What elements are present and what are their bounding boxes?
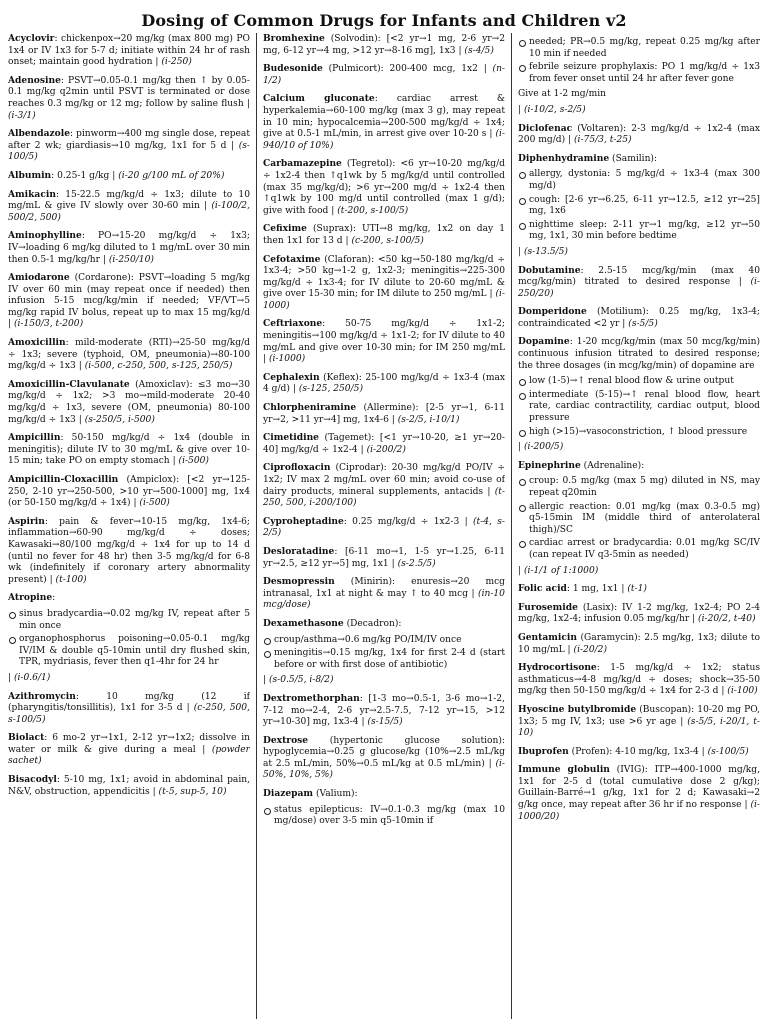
drug-dosing: : PSVT→0.05-0.1 mg/kg then ↑ by 0.05-0.1 mg/kg q2min until PSVT is terminated or dose reaches 0.3 mg/kg or 12 mg; follow by saline flush — [8, 75, 250, 109]
drug-entry — [518, 37, 760, 117]
drug-name: Bisacodyl — [8, 774, 57, 786]
drug-name: Cefixime — [263, 223, 307, 235]
formulation-ref: | (i-1000/20) — [518, 800, 760, 822]
drug-line — [263, 693, 505, 729]
indication-item: meningitis→0.15 mg/kg, 1x4 for first 2-4 d (start before or with first dose of antibiotic) — [263, 648, 505, 671]
drug-line — [8, 774, 250, 798]
formulation-ref: | (t-100) — [50, 575, 87, 585]
drug-dosing: : 10 mg/kg (12 if (pharyngitis/tonsillitis), 1x1 for 3-5 d — [8, 691, 250, 714]
drug-line — [263, 432, 505, 456]
indication-item: cough: [2-6 yr→6.25, 6-11 yr→12.5, ≥12 yr→25] mg, 1x6 — [518, 195, 760, 218]
drug-line — [8, 691, 250, 727]
formulation-ref: | (s-100/5) — [8, 141, 250, 163]
drug-entry — [518, 583, 760, 596]
drug-dosing: (Pulmicort): 200-400 mcg, 1x2 — [322, 64, 478, 75]
drug-entry — [263, 735, 505, 782]
drug-line — [8, 170, 250, 183]
drug-name: Dobutamine — [518, 264, 581, 276]
formulation-line — [8, 673, 250, 685]
drug-line — [8, 592, 250, 605]
drug-entry — [8, 774, 250, 798]
indication-item: needed; PR→0.5 mg/kg, repeat 0.25 mg/kg after 10 min if needed — [518, 37, 760, 60]
indication-item: febrile seizure prophylaxis: PO 1 mg/kg/d ÷ 1x3 from fever onset until 24 hr after fever gone — [518, 62, 760, 85]
drug-name: Carbamazepine — [263, 158, 342, 170]
indication-item: allergy, dystonia: 5 mg/kg/d ÷ 1x3-4 (max 300 mg/d) — [518, 169, 760, 192]
formulation-ref: | (t-200, s-100/5) — [331, 206, 408, 216]
formulation-ref: | (n-1/2) — [263, 64, 505, 86]
drug-entry — [263, 462, 505, 509]
drug-name: Adenosine — [8, 74, 61, 86]
drug-name: Diazepam — [263, 788, 314, 800]
drug-line — [8, 75, 250, 122]
drug-dosing: : 15-22.5 mg/kg/d ÷ 1x3; dilute to 10 mg/mL & give IV slowly over 30-60 min — [8, 189, 250, 212]
drug-entry — [8, 128, 250, 164]
indication-list — [518, 169, 760, 243]
formulation-ref: | (s-4/5) — [458, 46, 493, 56]
drug-entry — [263, 223, 505, 247]
drug-name: Aminophylline — [8, 230, 82, 242]
drug-line — [518, 632, 760, 656]
drug-dosing: : 1 mg, 1x1 — [566, 584, 619, 595]
drug-entry — [8, 230, 250, 266]
drug-dosing: : pain & fever→10-15 mg/kg, 1x4-6; inflammation→60-90 mg/kg/d ÷ doses; Kawasaki→80/100 mg/kg/d ÷ 1x4 for up to 14 d (until no fever for 48 hr) then 3-5 mg/kg/d for 6-8 wk (indefinitely if coronary artery abnormality present) — [8, 516, 250, 585]
indication-list — [263, 635, 505, 672]
indication-item: high (>15)→vasoconstriction, ↑ blood pressure — [518, 427, 760, 439]
drug-dosing: : mild-moderate (RTI)→25-50 mg/kg/d ÷ 1x3; severe (typhoid, OM, pneumonia)→80-100 mg/kg/d ÷ 1x3 — [8, 338, 250, 372]
drug-dosing: : 50-75 mg/kg/d ÷ 1x1-2; meningitis→100 mg/kg/d ÷ 1x1-2; for IV dilute to 40 mg/mL and give over 10-30 min; for IM 250 mg/mL — [263, 319, 505, 353]
formulation-ref: | (i-10/2, s-2/5) — [518, 105, 586, 115]
drug-line — [263, 33, 505, 57]
drug-dosing: : — [52, 593, 56, 604]
formulation-line — [263, 675, 505, 687]
formulation-ref: | (i-1000) — [263, 289, 505, 311]
drug-name: Furosemide — [518, 601, 578, 613]
drug-line — [263, 223, 505, 247]
drug-entry — [518, 764, 760, 823]
indication-list — [518, 37, 760, 85]
formulation-ref: | (i-500) — [133, 498, 169, 508]
formulation-ref: | (i-500) — [173, 456, 209, 466]
drug-line — [8, 337, 250, 373]
drug-note: Give at 1-2 mg/min — [518, 89, 606, 100]
formulation-ref: | (i-20 g/100 mL of 20%) — [112, 171, 224, 181]
drug-entry — [518, 153, 760, 259]
drug-name: Ibuprofen — [518, 745, 569, 757]
drug-name: Aspirin — [8, 515, 45, 527]
drug-entry — [518, 746, 760, 759]
drug-dosing: : PO→15-20 mg/kg/d ÷ 1x3; IV→loading 6 mg/kg diluted to 1 mg/mL over 30 min then 0.5-1 mg/kg/hr — [8, 231, 250, 265]
formulation-ref: | (c-250, 500, s-100/5) — [8, 703, 250, 725]
formulation-ref: | (i-3/1) — [8, 99, 250, 121]
formulation-ref: | (s-2/5, i-10/1) — [392, 415, 460, 425]
formulation-ref: | (t-4, s-2/5) — [263, 517, 505, 539]
drug-entry — [8, 379, 250, 426]
drug-dosing: (Keflex): 25-100 mg/kg/d ÷ 1x3-4 (max 4 g/d) — [263, 372, 505, 395]
drug-name: Azithromycin — [8, 690, 76, 702]
drug-dosing: (Buscopan): 10-20 mg PO, 1x3; 5 mg IV, 1x3; use >6 yr age — [518, 704, 760, 727]
drug-entry — [263, 93, 505, 152]
indication-item: croup: 0.5 mg/kg (max 5 mg) diluted in NS, may repeat q20min — [518, 476, 760, 499]
formulation-ref: | (i-20/2, t-40) — [692, 614, 756, 624]
formulation-ref: | (i-940/10 of 10%) — [263, 129, 505, 151]
drug-dosing: : chickenpox→20 mg/kg (max 800 mg) PO 1x4 or IV 1x3 for 5-7 d; initiate within 24 hr of rash onset; maintain good hydration — [8, 34, 250, 68]
drug-entry — [518, 336, 760, 453]
drug-name: Albumin — [8, 169, 52, 181]
drug-line — [8, 732, 250, 768]
drug-entry — [263, 432, 505, 456]
drug-name: Folic acid — [518, 583, 567, 595]
drug-entry — [8, 170, 250, 183]
drug-line — [263, 618, 505, 631]
drug-entry — [8, 189, 250, 225]
drug-entry — [263, 546, 505, 570]
drug-name: Desmopressin — [263, 576, 335, 588]
drug-line — [518, 123, 760, 147]
drug-entry — [518, 662, 760, 698]
drug-name: Cephalexin — [263, 371, 320, 383]
formulation-ref: | (i-1/1 of 1:1000) — [518, 566, 598, 576]
drug-dosing: (Samilin): — [609, 153, 658, 164]
drug-dosing: : [1-3 mo→0.5-1, 3-6 mo→1-2, 7-12 mo→2-4, 2-6 yr→2.5-7.5, 7-12 yr→15, >12 yr→10-30] mg, 1x3-4 — [263, 693, 505, 728]
drug-line — [263, 516, 505, 540]
drug-line — [518, 764, 760, 823]
drug-entry — [518, 265, 760, 301]
drug-name: Domperidone — [518, 306, 587, 318]
drug-dosing: : 6 mo-2 yr→1x1, 2-12 yr→1x2; dissolve in water or milk & give during a meal — [8, 733, 250, 755]
drug-entry — [263, 63, 505, 87]
drug-dosing: (Solvodin): [<2 yr→1 mg, 2-6 yr→2 mg, 6-12 yr→4 mg, >12 yr→8-16 mg], 1x3 — [263, 34, 505, 56]
drug-dosing: : 0.25 mg/kg/d ÷ 1x2-3 — [343, 516, 460, 527]
drug-entry — [8, 592, 250, 684]
formulation-ref: | (i-250/10) — [103, 255, 154, 265]
drug-name: Diphenhydramine — [518, 152, 610, 164]
indication-list — [263, 805, 505, 828]
drug-name: Dopamine — [518, 336, 570, 348]
drug-dosing: : [6-11 mo→1, 1-5 yr→1.25, 6-11 yr→2.5, ≥12 yr→5] mg, 1x1 — [263, 546, 505, 569]
indication-item: croup/asthma→0.6 mg/kg PO/IM/IV once — [263, 635, 505, 647]
drug-dosing: (Tegretol): <6 yr→10-20 mg/kg/d ÷ 1x2-4 then ↑q1wk by 5 mg/kg/d until controlled (max 35 mg/kg/d); >6 yr→200 mg/d ÷ 1x2-4 then ↑q1wk by 100 mg/d until controlled (max 1 g/d); give with food — [263, 159, 505, 216]
indication-list — [8, 609, 250, 669]
formulation-ref: | (s-125, 250/5) — [293, 384, 363, 394]
drug-entry — [8, 272, 250, 331]
drug-line — [263, 318, 505, 365]
drug-line — [518, 153, 760, 166]
formulation-ref: | (i-100/2, 500/2, 500) — [8, 201, 250, 223]
drug-entry — [518, 704, 760, 740]
drug-entry — [518, 460, 760, 577]
drug-name: Calcium gluconate — [263, 93, 375, 105]
drug-name: Atropine — [8, 592, 53, 604]
formulation-ref: | (i-50%, 10%, 5%) — [263, 759, 505, 781]
columns — [8, 33, 760, 1019]
drug-line — [8, 189, 250, 225]
drug-line — [263, 254, 505, 313]
indication-item: intermediate (5-15)→↑ renal blood flow, heart rate, cardiac contractility, cardiac output, blood pressure — [518, 390, 760, 425]
drug-line — [8, 432, 250, 468]
formulation-line — [518, 105, 760, 117]
column-2 — [256, 33, 505, 1019]
indication-item: organophosphorus poisoning→0.05-0.1 mg/kg IV/IM & double q5-10min until dry flushed skin, TPR, mydriasis, fever then q1-4hr for 24 hr — [8, 634, 250, 669]
drug-line — [8, 272, 250, 331]
formulation-ref: | (t-250, 500, i-200/100) — [263, 487, 505, 509]
drug-line — [263, 462, 505, 509]
drug-dosing: (Motilium): 0.25 mg/kg, 1x3-4; contraindicated <2 yr — [518, 307, 760, 329]
drug-line — [518, 265, 760, 301]
drug-entry — [263, 788, 505, 828]
formulation-ref: | (s-5/5, i-20/1, t-10) — [518, 717, 760, 739]
drug-entry — [263, 158, 505, 217]
drug-dosing: (Ampiclox): [<2 yr→125-250, 2-10 yr→250-500, >10 yr→500-1000] mg, 1x4 (or 50-150 mg/kg/d ÷ 1x4) — [8, 475, 250, 509]
formulation-ref: | (powder sachet) — [8, 745, 250, 767]
formulation-ref: | (i-250/20) — [518, 277, 760, 299]
drug-dosing: : 1-20 mcg/kg/min (max 50 mcg/kg/min) continuous infusion titrated to desired response; the three dosages (in mcg/kg/min) of dopamine are — [518, 337, 760, 371]
column-3 — [511, 33, 760, 1019]
drug-name: Cefotaxime — [263, 253, 321, 265]
indication-list — [518, 376, 760, 438]
drug-name: Dexamethasone — [263, 617, 344, 629]
indication-item: allergic reaction: 0.01 mg/kg (max 0.3-0.5 mg) q5-15min IM (middle third of anterolateral thigh)/SC — [518, 502, 760, 537]
drug-name: Amikacin — [8, 188, 56, 200]
drug-name: Acyclovir — [8, 33, 55, 44]
formulation-ref: | (i-250) — [155, 57, 191, 67]
drug-name: Hydrocortisone — [518, 662, 597, 674]
drug-entry — [263, 254, 505, 313]
drug-name: Diclofenac — [518, 122, 573, 134]
drug-dosing: (Suprax): UTI→8 mg/kg, 1x2 on day 1 then 1x1 for 13 d — [263, 224, 505, 246]
drug-dosing: (Lasix): IV 1-2 mg/kg, 1x2-4; PO 2-4 mg/kg, 1x2-4; infusion 0.05 mg/kg/hr — [518, 602, 760, 625]
drug-dosing: (Voltaren): 2-3 mg/kg/d ÷ 1x2-4 (max 200 mg/d) — [518, 123, 760, 146]
formulation-ref: | (in-10 mcg/dose) — [263, 589, 505, 611]
formulation-ref: | (s-0.5/5, i-8/2) — [263, 675, 334, 685]
drug-line — [263, 788, 505, 801]
drug-entry — [518, 123, 760, 147]
column-1 — [8, 33, 250, 1019]
drug-entry — [263, 402, 505, 426]
indication-item: sinus bradycardia→0.02 mg/kg IV, repeat after 5 min once — [8, 609, 250, 632]
indication-item: low (1-5)→↑ renal blood flow & urine output — [518, 376, 760, 388]
drug-entry — [263, 516, 505, 540]
drug-name: Epinephrine — [518, 459, 581, 471]
drug-entry — [518, 632, 760, 656]
drug-name: Dextrose — [263, 734, 309, 746]
drug-name: Amoxicillin — [8, 337, 66, 349]
drug-line — [518, 336, 760, 372]
drug-entry — [8, 732, 250, 768]
drug-dosing: (Amoxiclav): ≤3 mo→30 mg/kg/d ÷ 1x2; >3 mo→mild-moderate 20-40 mg/kg/d ÷ 1x3, severe (OM, pneumonia) 80-100 mg/kg/d ÷ 1x3 — [8, 379, 250, 425]
drug-entry — [8, 337, 250, 373]
drug-entry — [8, 33, 250, 69]
drug-entry — [263, 576, 505, 612]
formulation-ref: | (s-13.5/5) — [518, 247, 568, 257]
formulation-ref: | (i-200/2) — [361, 445, 406, 455]
formulation-ref: | (i-0.6/1) — [8, 673, 50, 683]
drug-line — [8, 230, 250, 266]
drug-name: Biolact — [8, 732, 45, 744]
drug-line — [263, 546, 505, 570]
formulation-line — [518, 442, 760, 454]
drug-name: Chlorpheniramine — [263, 402, 357, 414]
drug-dosing: (Adrenaline): — [580, 460, 645, 471]
drug-line — [263, 63, 505, 87]
drug-line — [8, 474, 250, 510]
drug-name: Hyoscine butylbromide — [518, 703, 637, 715]
drug-line — [518, 583, 760, 596]
formulation-ref: | (i-200/5) — [518, 442, 563, 452]
drug-dosing: : pinworm→400 mg single dose, repeat after 2 wk; giardiasis→10 mg/kg, 1x1 for 5 d — [8, 129, 250, 151]
drug-line — [8, 516, 250, 587]
drug-line — [8, 33, 250, 69]
drug-line — [263, 158, 505, 217]
drug-line — [263, 735, 505, 782]
drug-name: Ceftriaxone — [263, 318, 323, 330]
drug-line — [263, 576, 505, 612]
drug-dosing: (Valium): — [313, 789, 358, 800]
formulation-ref: | (s-5/5) — [622, 319, 657, 329]
drug-dosing: (IVIG): ITP→400-1000 mg/kg, 1x1 for 2-5 d (total cumulative dose 2 g/kg); Guillain-Barré→1 g/kg, 1x1 for 2 d; Kawasaki→2 g/kg once, may repeat after 36 hr if no response — [518, 765, 760, 811]
drug-entry — [518, 306, 760, 330]
drug-entry — [263, 33, 505, 57]
drug-dosing: (Cordarone): PSVT→loading 5 mg/kg IV over 60 min (may repeat once if needed) then infusion 5-15 mcg/kg/min if needed; VF/VT→5 mg/kg rapid IV bolus, repeat up to max 15 mg/kg/d — [8, 273, 250, 318]
formulation-ref: | (c-200, s-100/5) — [346, 236, 424, 246]
drug-name: Dextromethorphan — [263, 692, 360, 704]
drug-name: Immune globulin — [518, 764, 610, 776]
drug-line — [263, 372, 505, 396]
drug-dosing: : 5-10 mg, 1x1; avoid in abdominal pain, N&V, obstruction, appendicitis — [8, 775, 250, 797]
drug-name: Amiodarone — [8, 272, 70, 284]
drug-line — [518, 746, 760, 759]
drug-dosing: (Claforan): <50 kg→50-180 mg/kg/d ÷ 1x3-4; >50 kg→1-2 g, 1x2-3; meningitis→225-300 mg/kg/d ÷ 1x3-4; for IV dilute to 20-60 mg/mL & give over 15-30 min; for IM dilute to 250 mg/mL — [263, 254, 505, 300]
drug-dosing: (Allermine): [2-5 yr→1, 6-11 yr→2, >11 yr→4] mg, 1x4-6 — [263, 403, 505, 425]
drug-entry — [8, 432, 250, 468]
formulation-ref: | (i-100) — [721, 686, 757, 696]
drug-name: Cyproheptadine — [263, 515, 344, 527]
drug-line — [263, 402, 505, 426]
drug-line — [518, 306, 760, 330]
drug-entry — [518, 602, 760, 626]
drug-entry — [263, 318, 505, 365]
page-title: Dosing of Common Drugs for Infants and Children v2 — [141, 11, 627, 30]
drug-dosing: (Decadron): — [343, 618, 402, 629]
drug-name: Albendazole — [8, 128, 70, 140]
drug-dosing: (Profen): 4-10 mg/kg, 1x3-4 — [568, 746, 699, 757]
drug-dosing: (Minirin): enuresis→20 mcg intranasal, 1x1 at night & may ↑ to 40 mcg — [263, 577, 505, 599]
drug-line — [8, 128, 250, 164]
drug-entry — [8, 75, 250, 122]
drug-dosing: (Ciprodar): 20-30 mg/kg/d PO/IV ÷ 1x2; IV max 2 mg/mL over 60 min; avoid co-use of dairy products, mineral supplements, antacids — [263, 463, 505, 497]
drug-dosing: : 50-150 mg/kg/d ÷ 1x4 (double in meningitis); dilute IV to 30 mg/mL & give over 10-15 min; take PO on empty stomach — [8, 433, 250, 467]
drug-line — [8, 379, 250, 426]
formulation-ref: | (s-15/5) — [361, 717, 402, 727]
drug-dosing: : 1-5 mg/kg/d ÷ 1x2; status asthmaticus→4-8 mg/kg/d ÷ doses; shock→35-50 mg/kg then 50-150 mg/kg/d ÷ 1x4 for 2-3 d — [518, 663, 760, 697]
indication-item: cardiac arrest or bradycardia: 0.01 mg/kg SC/IV (can repeat IV q3-5min as needed) — [518, 538, 760, 561]
drug-entry — [263, 693, 505, 729]
drug-entry — [263, 372, 505, 396]
drug-entry — [8, 691, 250, 727]
drug-dosing: : 0.25-1 g/kg — [51, 170, 110, 181]
drug-name: Gentamicin — [518, 631, 577, 643]
formulation-ref: | (t-5, sup-5, 10) — [153, 787, 227, 797]
formulation-ref: | (i-20/2) — [568, 645, 607, 655]
indication-item: status epilepticus: IV→0.1-0.3 mg/kg (max 10 mg/dose) over 3-5 min q5-10min if — [263, 805, 505, 828]
formulation-ref: | (s-250/5, i-500) — [79, 415, 155, 425]
drug-entry — [263, 618, 505, 687]
formulation-ref: | (i-1000) — [263, 354, 305, 364]
drug-name: Ciprofloxacin — [263, 462, 331, 474]
drug-dosing: : cardiac arrest & hyperkalemia→60-100 mg/kg (max 3 g), may repeat in 10 min; hypocalcemia→200-500 mg/kg/d ÷ 1x4; give at 0.5-1 mL/min, in arrest give over 10-20 s — [263, 94, 505, 140]
indication-list — [518, 476, 760, 561]
drug-name: Desloratadine — [263, 545, 335, 557]
drug-line — [518, 704, 760, 740]
drug-dosing: : 2.5-15 mcg/kg/min (max 40 mcg/kg/min) titrated to desired response — [518, 265, 760, 288]
drug-name: Cimetidine — [263, 432, 319, 444]
drug-name: Ampicillin — [8, 432, 61, 444]
formulation-ref: | (t-1) — [621, 584, 647, 594]
drug-entry — [8, 516, 250, 587]
drug-line — [263, 93, 505, 152]
drug-dosing: (hypertonic glucose solution): hypoglycemia→0.25 g glucose/kg (10%→2.5 mL/kg at 2.5 mL/min, 50%→0.5 mL/kg at 0.5 mL/min) — [263, 735, 505, 769]
formulation-line — [518, 247, 760, 259]
formulation-line — [518, 566, 760, 578]
drug-entry — [8, 474, 250, 510]
formulation-ref: | (i-150/3, t-200) — [8, 319, 83, 329]
drug-name: Budesonide — [263, 63, 323, 75]
drug-line — [518, 602, 760, 626]
formulation-ref: | (i-500, c-250, 500, s-125, 250/5) — [79, 361, 233, 371]
drug-name: Ampicillin-Cloxacillin — [8, 474, 119, 485]
drug-line — [518, 662, 760, 698]
formulation-ref: | (s-2.5/5) — [392, 559, 436, 569]
drug-dosing: (Tagemet): [<1 yr→10-20, ≥1 yr→20-40] mg/kg/d ÷ 1x2-4 — [263, 433, 505, 455]
indication-item: nighttime sleep: 2-11 yr→1 mg/kg, ≥12 yr→50 mg, 1x1, 30 min before bedtime — [518, 220, 760, 243]
formulation-ref: | (i-75/3, t-25) — [568, 135, 632, 145]
drug-line — [518, 460, 760, 473]
drug-dosing: (Garamycin): 2.5 mg/kg, 1x3; dilute to 10 mg/mL — [518, 632, 760, 655]
formulation-ref: | (s-100/5) — [702, 747, 749, 757]
drug-name: Amoxicillin-Clavulanate — [8, 378, 130, 390]
drug-name: Bromhexine — [263, 33, 325, 44]
